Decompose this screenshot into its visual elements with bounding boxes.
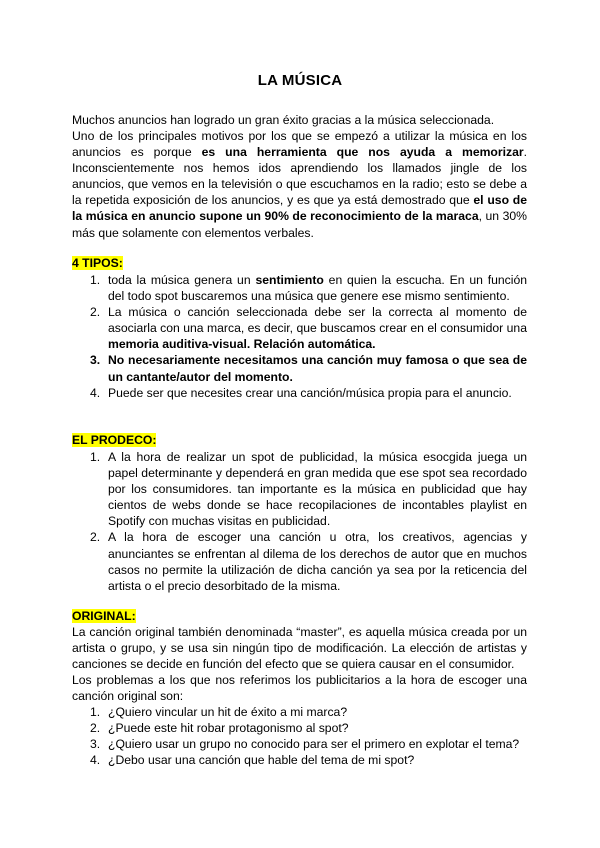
- list-item: 1. ¿Quiero vincular un hit de éxito a mi marca?: [90, 705, 348, 719]
- original-questions-list: [72, 704, 527, 768]
- section-heading-original: ORIGINAL:: [72, 609, 136, 623]
- list-item: 1. A la hora de realizar un spot de publicidad, la música esocgida juega un papel determinante y dependerá en gran medida que ese spot sea recordado por los consumidores. tan importante es la música en publicidad que hay cientos de webs donde se hace recopilaciones de incontables playlist en Spotify con muchas visitas en publicidad.: [90, 450, 527, 529]
- highlight-90-percent: el uso de la música en anuncio supone un 90% de reconocimiento de la maraca: [72, 193, 528, 224]
- list-item: 2. ¿Puede este hit robar protagonismo al spot?: [90, 721, 349, 736]
- section-heading-tipos: 4 TIPOS:: [72, 256, 123, 270]
- intro-line: Muchos anuncios han logrado un gran éxito gracias a la música seleccionada.: [72, 113, 495, 127]
- section-heading-prodeco: EL PRODECO:: [72, 433, 157, 447]
- original-paragraph-2: Los problemas a los que nos referimos los publicitarios a la hora de escoger una canción original son:: [72, 673, 527, 704]
- list-item: 1. toda la música genera un sentimiento en quien la escucha. En un función del todo spot buscaremos una música que genere ese mismo sentimiento.: [90, 273, 528, 304]
- list-item: 2. A la hora de escoger una canción u otra, los creativos, agencias y anunciantes se enfrentan al dilema de los derechos de autor que en muchos casos no permite la utilización de dicha canción ya sea por la reticencia del artista o el precio desorbitado de la misma.: [90, 530, 527, 593]
- list-item: 3. ¿Quiero usar un grupo no conocido para ser el primero en explotar el tema?: [90, 737, 520, 752]
- highlight-memorizar: es una herramienta que nos ayuda a memorizar: [201, 145, 524, 160]
- list-item: 4. ¿Debo usar una canción que hable del tema de mi spot?: [90, 753, 415, 768]
- list-item: 2. La música o canción seleccionada debe ser la correcta al momento de asociarla con una marca, es decir, que buscamos crear en el consumidor una memoria auditiva-visual. Relación automática.: [90, 305, 527, 352]
- intro-paragraph: Uno de los principales motivos por los que se empezó a utilizar la música en los anuncios es porque es una herramienta que nos ayuda a memorizar. Inconscientemente nos hemos idos aprendiendo los llamados jingle de los anuncios, que vemos en la televisión o que escuchamos en la radio; esto se debe a la repetida exposición de los anuncios, y es que ya está demostrado que el uso de la música en anuncio supone un 90% de reconocimiento de la maraca, un 30% más que solamente con elementos verbales.: [72, 129, 528, 240]
- list-item: 3. No necesariamente necesitamos una canción muy famosa o que sea de un cantante/autor del momento.: [90, 353, 527, 384]
- original-paragraph-1: La canción original también denominada “master”, es aquella música creada por un artista o grupo, y se usa sin ningún tipo de modificación. La elección de artistas y canciones se decide en función del efecto que se quiera causar en el consumidor.: [72, 625, 527, 672]
- list-item: 4. Puede ser que necesites crear una canción/música propia para el anuncio.: [90, 385, 512, 400]
- tipos-list: [72, 272, 527, 401]
- page-title: LA MÚSICA: [257, 72, 343, 89]
- prodeco-list: [72, 449, 527, 594]
